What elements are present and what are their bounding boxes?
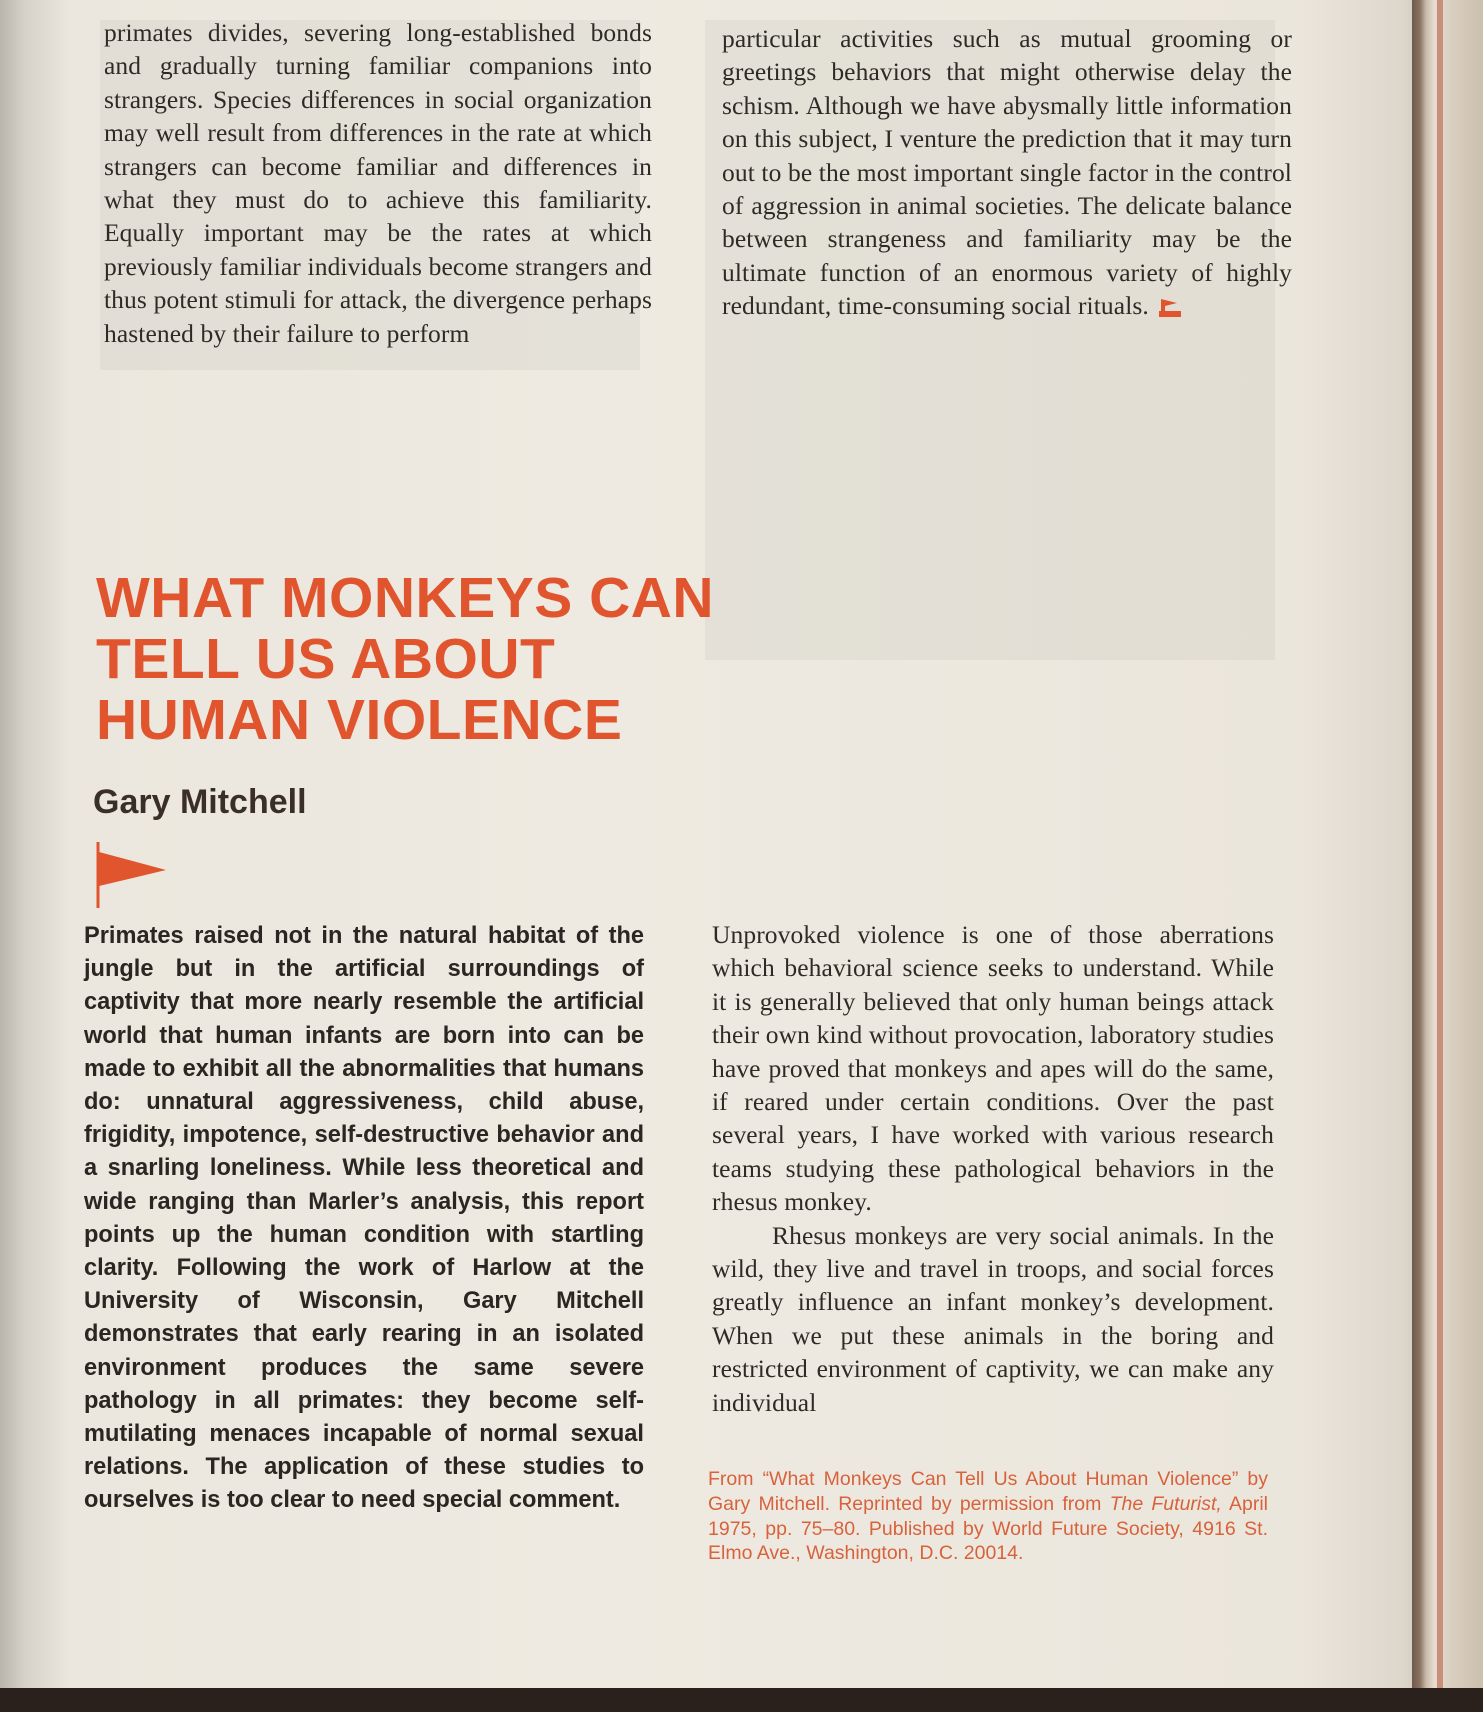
author-name: Gary Mitchell <box>93 783 307 821</box>
title-line-1: WHAT MONKEYS CAN <box>96 566 715 630</box>
top-left-paragraph: primates divides, severing long-established bonds and gradually turning familiar companions into strangers. Species differences in social organization may well result from differences in the rate at which strangers can become familiar and differences in what they must do to achieve this familiarity. Equally important may be the rates at which previously familiar individuals become strangers and thus potent stimuli for attack, the divergence perhaps hastened by their failure to perform <box>104 18 652 348</box>
pennant-flag-icon <box>94 840 174 910</box>
article-body-column <box>712 918 1274 1419</box>
credit-text-before: From “What Monkeys Can Tell Us About Human Violence” by Gary Mitchell. Reprinted by permission from <box>708 1468 1268 1515</box>
scan-bottom-edge <box>0 1688 1483 1712</box>
top-right-text: particular activities such as mutual grooming or greetings behaviors that might otherwise delay the schism. Although we have abysmally little information on this subject, I venture the prediction that it may turn out to be the most important single factor in the control of aggression in animal societies. The delicate balance between strangeness and familiarity may be the ultimate function of an enormous variety of highly redundant, time-consuming social rituals. <box>722 24 1292 321</box>
body-paragraph-1: Unprovoked violence is one of those aberrations which behavioral science seeks to understand. While it is generally believed that only human beings attack their own kind without provocation, laboratory studies have proved that monkeys and apes will do the same, if reared under certain conditions. Over the past several years, I have worked with various research teams studying these pathological behaviors in the rhesus monkey. <box>712 920 1274 1217</box>
article-title <box>96 568 796 751</box>
top-right-paragraph <box>722 22 1292 323</box>
reprint-credit <box>708 1467 1268 1566</box>
credit-text-after: April 1975, pp. 75–80. Published by World Future Society, 4916 St. Elmo Ave., Washington, D.C. 20014. <box>708 1492 1268 1565</box>
top-left-column <box>104 16 652 350</box>
article-abstract: Primates raised not in the natural habitat of the jungle but in the artificial surroundings of captivity that more nearly resemble the artificial world that human infants are born into can be made to exhibit all the abnormalities that humans do: unnatural aggressiveness, child abuse, frigidity, impotence, self-destructive behavior and a snarling loneliness. While less theoretical and wide ranging than Marler’s analysis, this report points up the human condition with startling clarity. Following the work of Harlow at the University of Wisconsin, Gary Mitchell demonstrates that early rearing in an isolated environment produces the same severe pathology in all primates: they become self-mutilating menaces incapable of normal sexual relations. The application of these studies to ourselves is too clear to need special comment. <box>84 923 644 1514</box>
page-edge <box>1412 0 1483 1712</box>
title-line-2: TELL US ABOUT <box>96 627 556 691</box>
body-paragraph-2: Rhesus monkeys are very social animals. In the wild, they live and travel in troops, and social forces greatly influence an infant monkey’s development. When we put these animals in the boring and restricted environment of captivity, we can make any individual <box>712 1220 1274 1417</box>
top-right-column <box>722 22 1292 323</box>
credit-publication: The Futurist, <box>1109 1492 1222 1515</box>
page-edge-stripe <box>1437 0 1443 1712</box>
title-line-3: HUMAN VIOLENCE <box>96 688 623 752</box>
end-flag-icon <box>1157 297 1183 319</box>
